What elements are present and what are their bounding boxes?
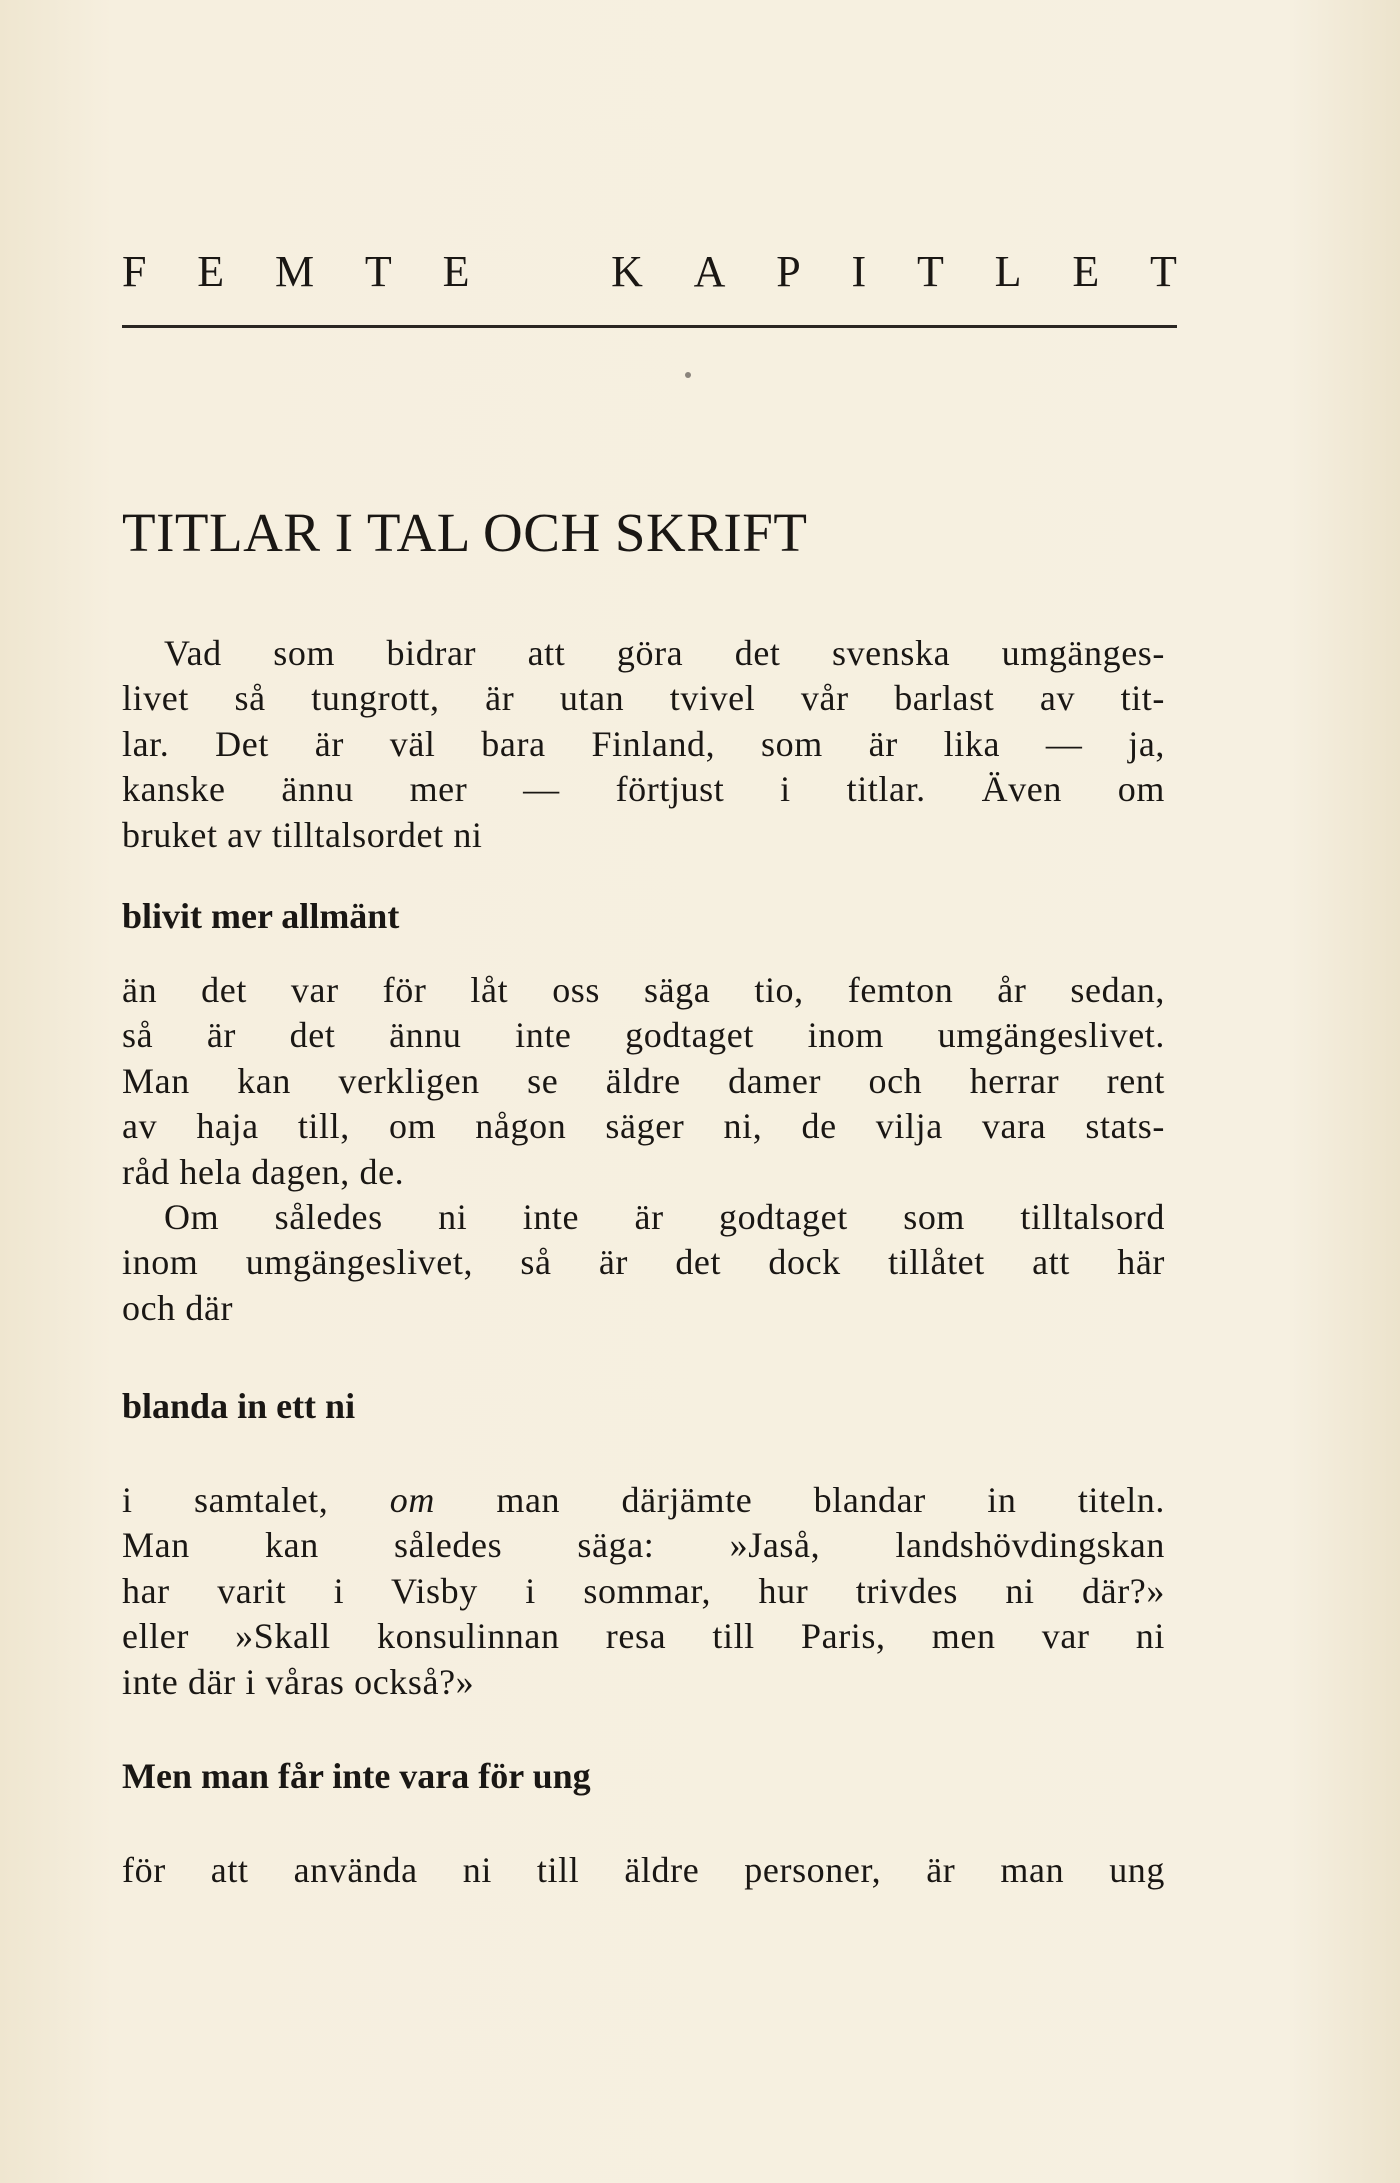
text-line: inom umgängeslivet, så är det dock tillåtet att här: [122, 1242, 1165, 1283]
text-fragment: man därjämte blandar in titeln.: [434, 1480, 1166, 1520]
text-line: Vad som bidrar att göra det svenska umgänges-: [164, 633, 1165, 673]
chapter-letter: F: [122, 247, 147, 296]
heading-rule: [122, 325, 1177, 328]
text-line: eller »Skall konsulinnan resa till Paris, men var ni: [122, 1616, 1165, 1657]
text-line: inte där i våras också?»: [122, 1661, 475, 1702]
text-line: kanske ännu mer — förtjust i titlar. Även om: [122, 769, 1165, 810]
paragraph-2: [122, 968, 1165, 1195]
chapter-letter: T: [364, 247, 392, 296]
text-line: Man kan verkligen se äldre damer och herrar rent: [122, 1060, 1165, 1101]
subheading-1: blivit mer allmänt: [122, 896, 400, 936]
chapter-letter: E: [1072, 247, 1100, 296]
chapter-letter: T: [916, 247, 944, 296]
text-line: än det var för låt oss säga tio, femton år sedan,: [122, 970, 1165, 1010]
section-title: TITLAR I TAL OCH SKRIFT: [122, 502, 808, 563]
ornament-dot: [685, 372, 691, 378]
chapter-letter: P: [776, 247, 801, 296]
chapter-heading: [122, 247, 1177, 296]
text-line: så är det ännu inte godtaget inom umgängeslivet.: [122, 1015, 1165, 1056]
paragraph-4: [122, 1478, 1165, 1705]
chapter-letter: E: [197, 247, 225, 296]
subheading-2: blanda in ett ni: [122, 1386, 356, 1426]
text-line: livet så tungrott, är utan tvivel vår barlast av tit-: [122, 678, 1165, 719]
text-line: råd hela dagen, de.: [122, 1151, 405, 1192]
chapter-letter: M: [274, 247, 315, 296]
paragraph-5: [122, 1848, 1165, 1893]
paragraph-3: [122, 1195, 1165, 1331]
text-line: har varit i Visby i sommar, hur trivdes ni där?»: [122, 1570, 1165, 1611]
paragraph-1: [122, 631, 1165, 858]
text-line: [122, 1478, 1165, 1523]
text-line: bruket av tilltalsordet ni: [122, 814, 483, 855]
subheading-3: Men man får inte vara för ung: [122, 1756, 591, 1796]
chapter-letter: L: [994, 247, 1022, 296]
chapter-letter: K: [611, 247, 643, 296]
chapter-letter: A: [693, 247, 726, 296]
text-line: för att använda ni till äldre personer, är man ung: [122, 1850, 1165, 1890]
chapter-letter: T: [1150, 247, 1177, 296]
italic-word: om: [389, 1480, 435, 1520]
text-fragment: i samtalet,: [122, 1480, 390, 1520]
chapter-letter: E: [442, 247, 470, 296]
text-line: av haja till, om någon säger ni, de vilja vara stats-: [122, 1106, 1165, 1147]
chapter-word-gap: [520, 250, 560, 294]
text-line: lar. Det är väl bara Finland, som är lika — ja,: [122, 723, 1165, 764]
text-line: och där: [122, 1287, 234, 1328]
text-line: Man kan således säga: »Jaså, landshövdingskan: [122, 1525, 1165, 1566]
text-line: Om således ni inte är godtaget som tilltalsord: [164, 1197, 1165, 1237]
chapter-letter: I: [851, 247, 867, 296]
